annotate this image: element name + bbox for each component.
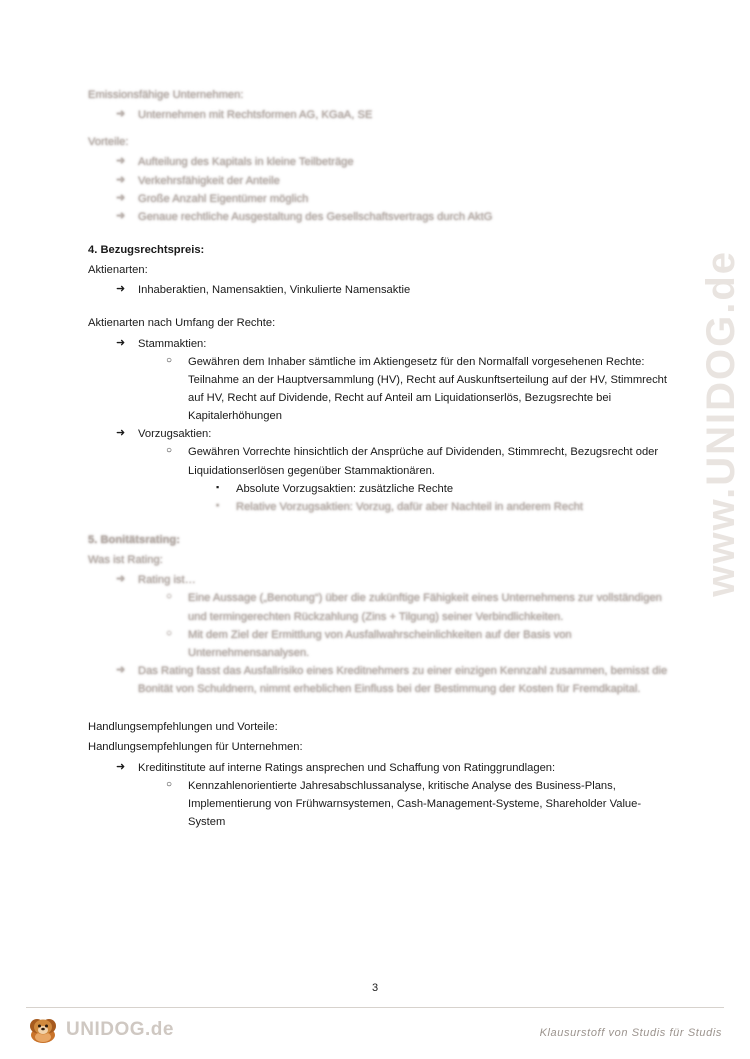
spacer (88, 698, 668, 718)
arrow-bullet-icon: ➜ (116, 173, 126, 186)
paragraph (88, 738, 668, 756)
page-footer (0, 1007, 750, 1059)
spacer (88, 226, 668, 241)
text: Aktienarten nach Umfang der Rechte: (88, 317, 276, 330)
paragraph (88, 718, 668, 736)
text: Vorzugsaktien: (138, 428, 212, 441)
arrow-bullet-icon: ➜ (116, 283, 126, 296)
list-item (166, 626, 668, 662)
list-item (116, 425, 668, 443)
paragraph (88, 551, 668, 569)
paragraph (88, 241, 668, 259)
list-item (166, 589, 668, 625)
text: Das Rating fasst das Ausfallrisiko eines Kreditnehmers zu einer einzigen Kennzahl zusammen, bemisst die Bonität von Schuldnern, nimmt erheblichen Einfluss bei der Bestimmung der Kosten für Fremdkapital. (138, 664, 668, 696)
document-body (88, 86, 668, 831)
footer-logo (26, 1015, 174, 1045)
arrow-bullet-icon: ➜ (116, 573, 126, 586)
footer-tagline: Klausurstoff von Studis für Studis (539, 1027, 722, 1039)
paragraph (88, 86, 668, 104)
text: Was ist Rating: (88, 554, 163, 567)
page-number: 3 (371, 982, 379, 994)
list-item (116, 662, 668, 698)
list-item (116, 759, 668, 777)
arrow-bullet-icon: ➜ (116, 760, 126, 773)
footer-divider (26, 1007, 724, 1008)
square-bullet-icon: ▪ (216, 481, 220, 492)
circle-bullet-icon: ○ (166, 778, 173, 790)
list-item (166, 777, 668, 831)
circle-bullet-icon: ○ (166, 354, 173, 366)
arrow-bullet-icon: ➜ (116, 427, 126, 440)
text: Unternehmen mit Rechtsformen AG, KGaA, SE (138, 109, 373, 122)
circle-bullet-icon: ○ (166, 627, 173, 639)
text: Emissionsfähige Unternehmen: (88, 89, 244, 101)
square-bullet-icon: ▪ (216, 499, 220, 510)
text: Gewähren dem Inhaber sämtliche im Aktiengesetz für den Normalfall vorgesehenen Rechte: Teilnahme an der Hauptversammlung (HV), Recht auf Auskunftserteilung auf der HV, Stimmrecht auf HV, Recht auf Dividende, Recht auf Anteil am Liquidationserlös, Bezugsrechte bei Kapitalerhöhungen (188, 355, 668, 423)
text: Aufteilung des Kapitals in kleine Teilbeträge (138, 156, 354, 169)
text: Genaue rechtliche Ausgestaltung des Gesellschaftsvertrags durch AktG (138, 210, 493, 223)
text: Relative Vorzugsaktien: Vorzug, dafür aber Nachteil in anderem Recht (236, 500, 584, 513)
arrow-bullet-icon: ➜ (116, 191, 126, 204)
arrow-bullet-icon: ➜ (116, 336, 126, 349)
text: Eine Aussage („Benotung“) über die zukünftige Fähigkeit eines Unternehmens zur vollständigen und termingerechten Rückzahlung (Zins + Tilgung) seiner Verbindlichkeiten. (188, 592, 662, 623)
arrow-bullet-icon: ➜ (116, 209, 126, 222)
text: 4. Bezugsrechtspreis: (88, 243, 205, 256)
text: Kreditinstitute auf interne Ratings ansprechen und Schaffung von Ratinggrundlagen: (138, 761, 556, 774)
scan-edge (0, 0, 14, 1059)
text: Große Anzahl Eigentümer möglich (138, 192, 309, 205)
text: Rating ist… (138, 574, 196, 587)
paragraph (88, 133, 668, 151)
text: 5. Bonitätsrating: (88, 533, 180, 546)
circle-bullet-icon: ○ (166, 445, 173, 457)
list-item (116, 172, 668, 190)
dog-icon (26, 1015, 60, 1045)
arrow-bullet-icon: ➜ (116, 663, 126, 676)
paragraph (88, 531, 668, 549)
list-item (166, 353, 668, 426)
spacer (88, 516, 668, 531)
text: Vorteile: (88, 136, 129, 149)
footer-logo-text: UNIDOG.de (66, 1019, 174, 1040)
list-item (216, 498, 668, 516)
list-item (116, 190, 668, 208)
text: Handlungsempfehlungen für Unternehmen: (88, 741, 303, 754)
list-item (116, 208, 668, 226)
text: Gewähren Vorrechte hinsichtlich der Ansprüche auf Dividenden, Stimmrecht, Bezugsrecht oder Liquidationserlösen gegenüber Stammaktionären. (188, 446, 659, 477)
spacer (88, 124, 668, 133)
paragraph (88, 314, 668, 332)
list-item (166, 443, 668, 479)
list-item (116, 281, 668, 299)
list-item (116, 153, 668, 171)
text: Verkehrsfähigkeit der Anteile (138, 174, 280, 187)
list-item (116, 571, 668, 589)
text: Absolute Vorzugsaktien: zusätzliche Rechte (236, 482, 454, 495)
arrow-bullet-icon: ➜ (116, 108, 126, 121)
list-item (116, 106, 668, 124)
paragraph (88, 261, 668, 279)
text: Aktienarten: (88, 264, 148, 277)
text: Inhaberaktien, Namensaktien, Vinkulierte Namensaktie (138, 284, 411, 297)
list-item (116, 335, 668, 353)
text: Handlungsempfehlungen und Vorteile: (88, 721, 278, 734)
text: Kennzahlenorientierte Jahresabschlussanalyse, kritische Analyse des Business-Plans, Implementierung von Frühwarnsystemen, Cash-Management-Systeme, Shareholder Value-System (188, 779, 642, 828)
arrow-bullet-icon: ➜ (116, 155, 126, 168)
text: Mit dem Ziel der Ermittlung von Ausfallwahrscheinlichkeiten auf der Basis von Unternehmensanalysen. (188, 628, 572, 659)
circle-bullet-icon: ○ (166, 591, 173, 603)
watermark: www.UNIDOG.de (699, 250, 743, 597)
text: Stammaktien: (138, 337, 207, 350)
spacer (88, 299, 668, 314)
list-item (216, 480, 668, 498)
